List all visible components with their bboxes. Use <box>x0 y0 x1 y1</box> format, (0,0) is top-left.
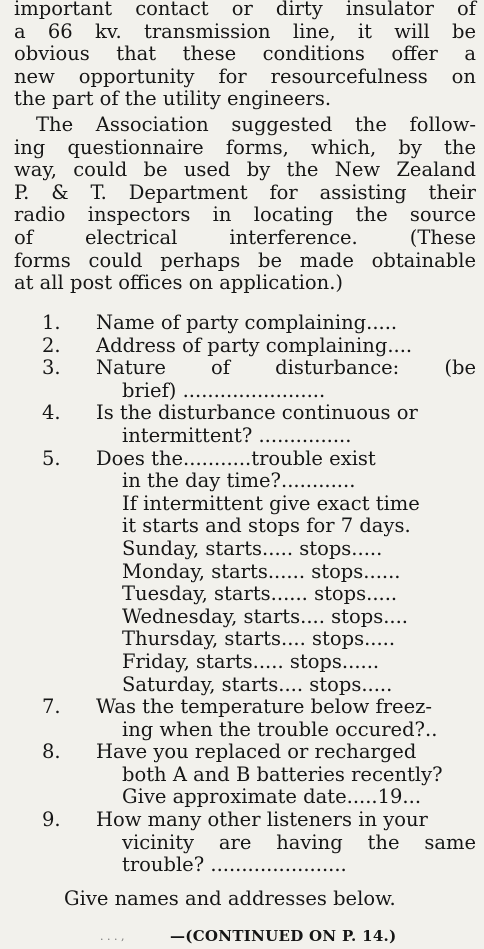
question-text: intermittent? ............... <box>122 423 352 447</box>
question-text: Name of party complaining..... <box>96 311 398 334</box>
question-text: in the day time?............ <box>122 469 356 493</box>
question-2 <box>14 335 476 358</box>
day-row-monday: Monday, starts...... stops...... <box>122 559 401 583</box>
question-number: 7. <box>42 695 61 719</box>
day-row-wednesday: Wednesday, starts.... stops.... <box>122 604 409 628</box>
question-text: Nature of disturbance: (be <box>96 356 476 380</box>
text-line: important contact or dirty insulator of <box>14 0 476 20</box>
question-number: 8. <box>42 740 61 764</box>
day-row-sunday: Sunday, starts..... stops..... <box>122 536 383 560</box>
question-text: Address of party complaining.... <box>96 333 413 357</box>
text-line: radio inspectors in locating the source <box>14 203 476 227</box>
print-specks: . . . , <box>100 930 125 943</box>
day-row-thursday: Thursday, starts.... stops..... <box>122 627 396 651</box>
question-number: 5. <box>42 446 61 470</box>
question-4 <box>14 402 476 447</box>
text-line: of electrical interference. (These <box>14 225 476 249</box>
question-3 <box>14 357 476 402</box>
continued-notice: —(CONTINUED ON P. 14.) <box>170 927 397 945</box>
text-line: at all post offices on application.) <box>14 271 344 295</box>
intro-paragraph <box>14 0 476 111</box>
question-text: vicinity are having the same <box>122 830 476 854</box>
text-line: obvious that these conditions offer a <box>14 42 476 66</box>
question-text: If intermittent give exact time <box>122 491 420 515</box>
question-number: 9. <box>42 808 61 832</box>
question-text: Give approximate date.....19... <box>122 785 422 809</box>
question-number: 2. <box>42 333 61 357</box>
text-line: a 66 kv. transmission line, it will be <box>14 19 476 43</box>
question-text: it starts and stops for 7 days. <box>122 514 411 538</box>
text-line: The Association suggested the follow- <box>36 113 476 136</box>
question-text: brief) ....................... <box>122 378 326 402</box>
text-line: the part of the utility engineers. <box>14 87 332 111</box>
question-1 <box>14 312 476 335</box>
question-8 <box>14 741 476 809</box>
question-text: How many other listeners in your <box>96 808 428 832</box>
question-number: 3. <box>42 356 61 380</box>
question-text: Have you replaced or recharged <box>96 740 417 764</box>
day-row-friday: Friday, starts..... stops...... <box>122 649 380 673</box>
question-text: ing when the trouble occured?.. <box>122 717 438 741</box>
question-text: Is the disturbance continuous or <box>96 401 418 425</box>
question-5 <box>14 448 476 697</box>
text-line: new opportunity for resourcefulness on <box>14 64 476 88</box>
question-7 <box>14 696 476 741</box>
names-addresses-note: Give names and addresses below. <box>64 887 396 910</box>
question-text: both A and B batteries recently? <box>122 762 443 786</box>
question-number: 4. <box>42 401 61 425</box>
question-9 <box>14 809 476 877</box>
question-number: 1. <box>42 311 61 334</box>
text-line: forms could perhaps be made obtainable <box>14 248 476 272</box>
day-row-tuesday: Tuesday, starts...... stops..... <box>122 582 398 606</box>
day-row-saturday: Saturday, starts.... stops..... <box>122 672 393 696</box>
association-paragraph <box>14 114 476 295</box>
text-line: way, could be used by the New Zealand <box>14 158 476 182</box>
text-line: P. & T. Department for assisting their <box>14 180 476 204</box>
questionnaire-list <box>14 312 476 877</box>
text-line: ing questionnaire forms, which, by the <box>14 135 476 159</box>
question-text: Was the temperature below freez- <box>96 695 432 719</box>
question-text: Does the...........trouble exist <box>96 446 376 470</box>
question-text: trouble? ...................... <box>122 853 347 877</box>
